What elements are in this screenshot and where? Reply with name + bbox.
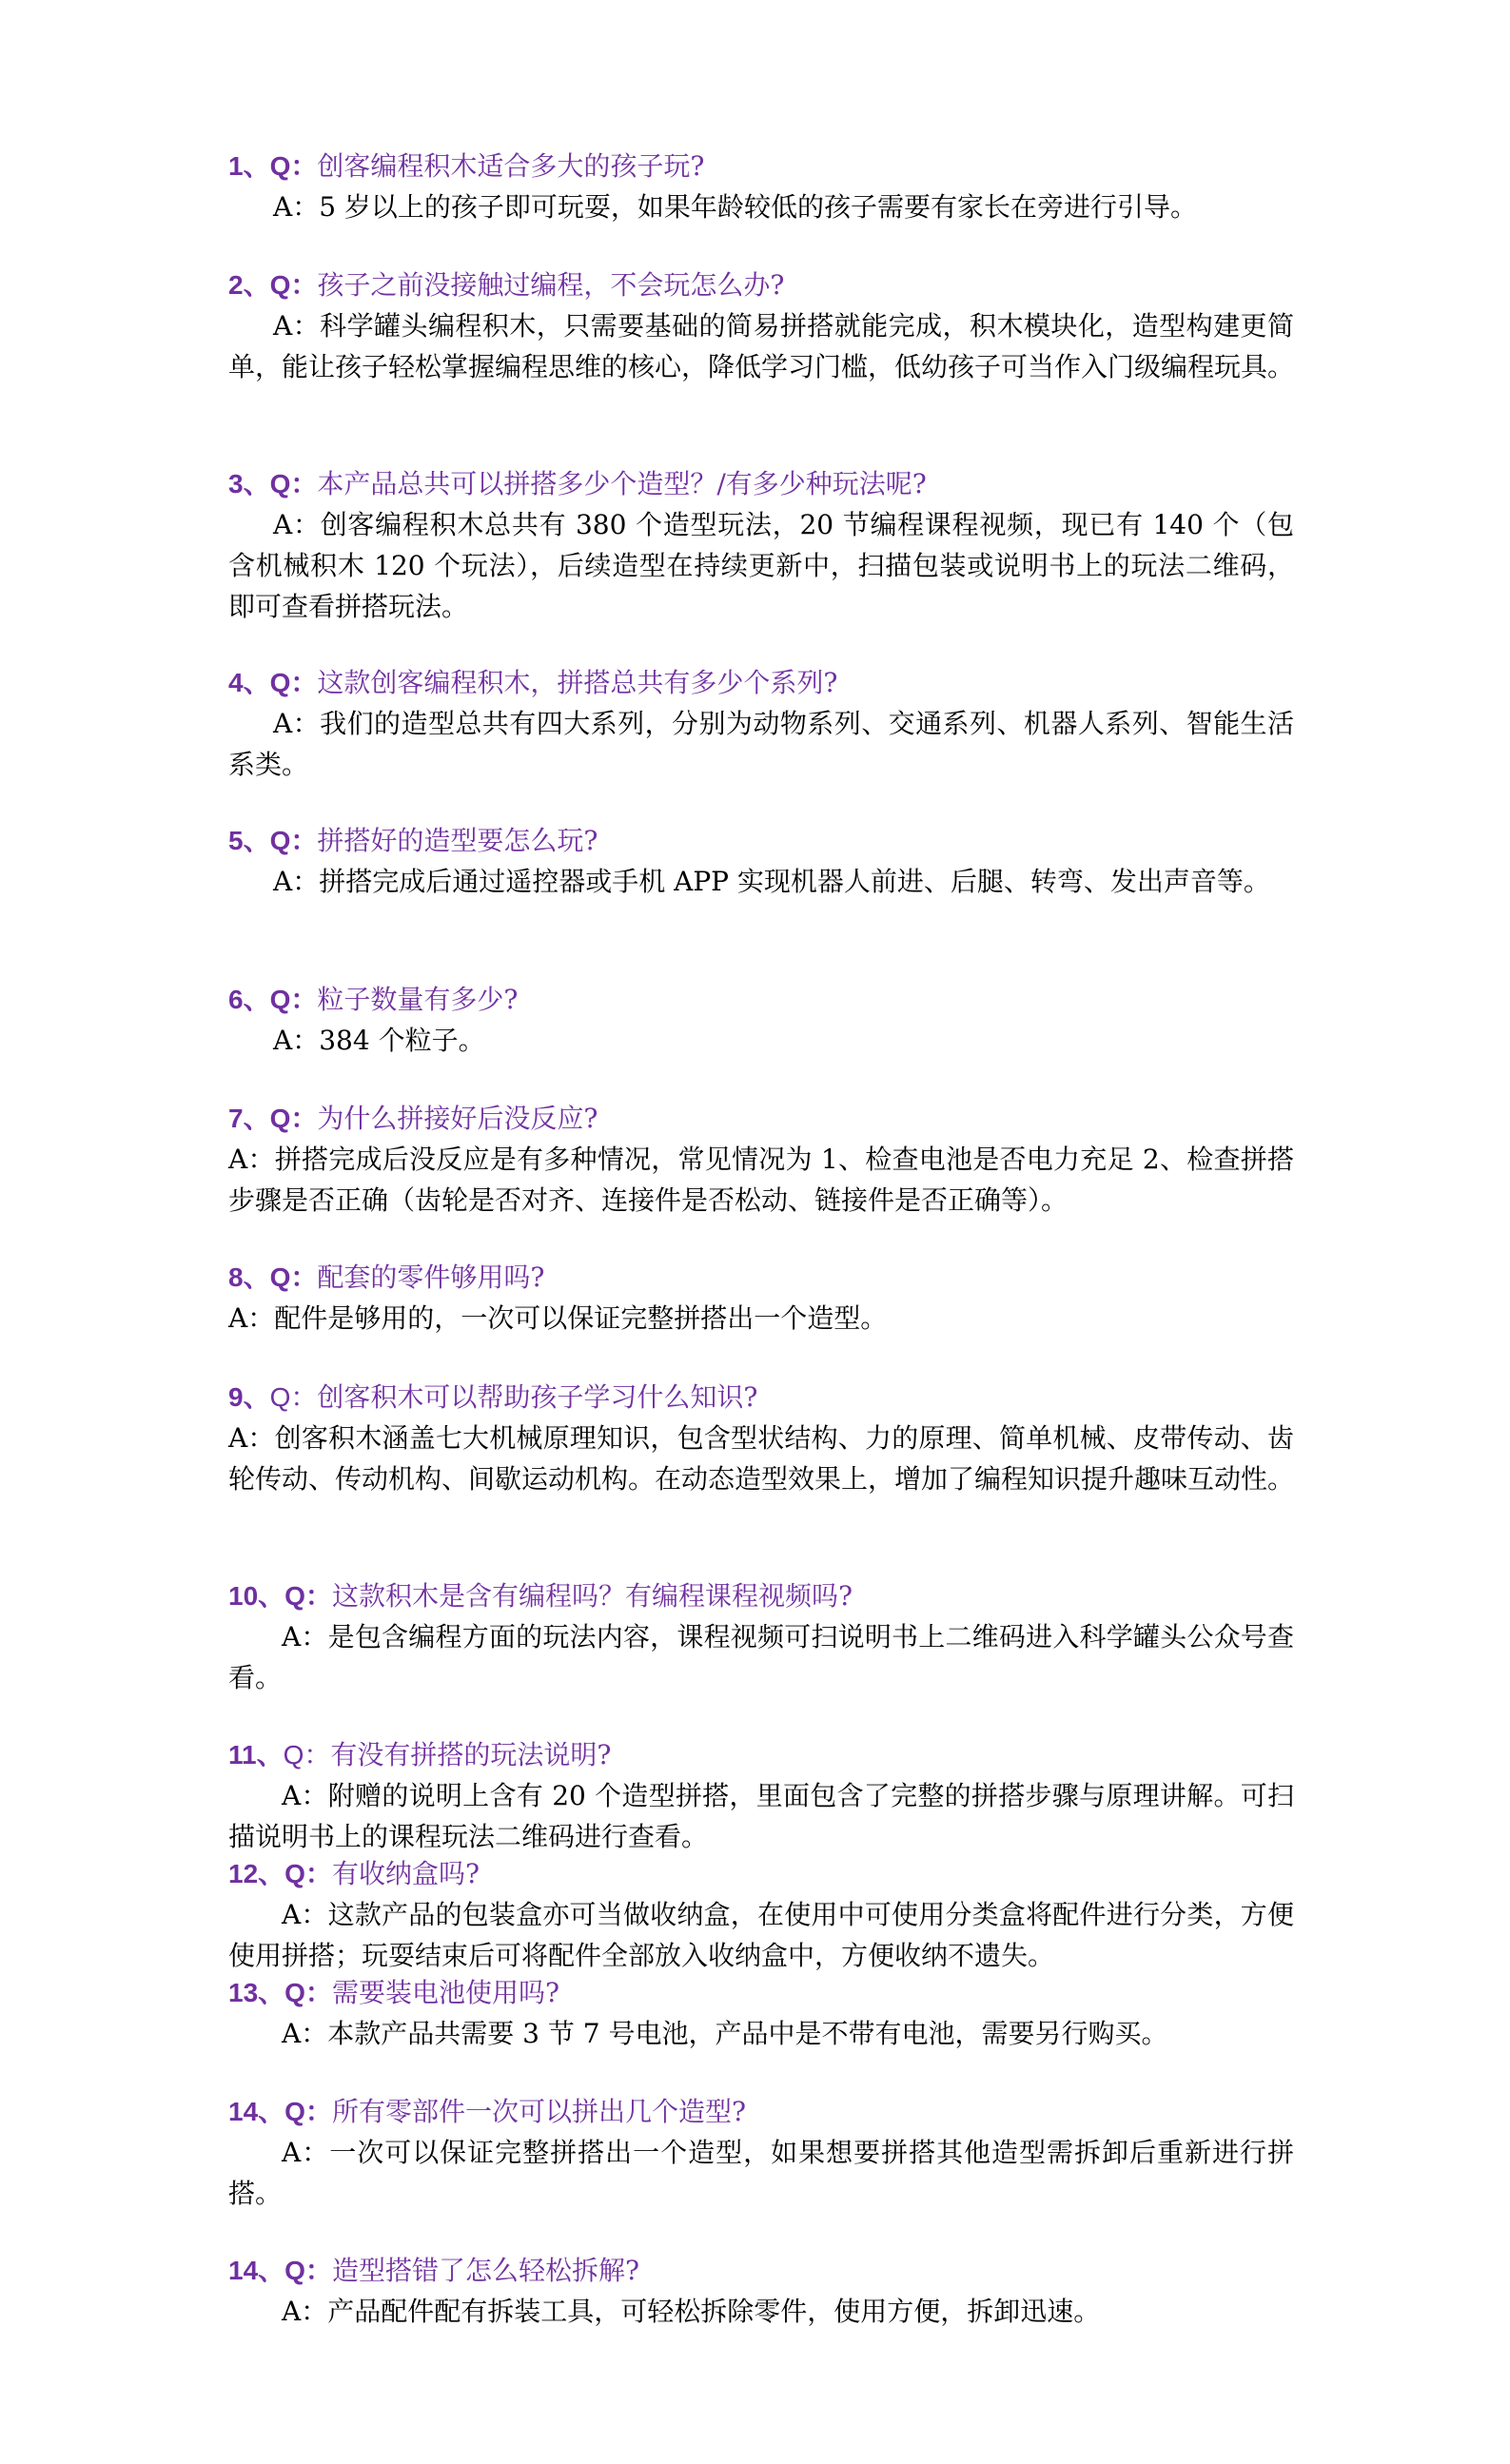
question-number: 14、 <box>228 2097 285 2126</box>
faq-question <box>228 821 1294 861</box>
question-number: 4、 <box>228 668 270 697</box>
faq-answer: A：配件是够用的，一次可以保证完整拼搭出一个造型。 <box>228 1302 888 1334</box>
question-mark: Q： <box>284 1859 332 1888</box>
question-text: 本产品总共可以拼搭多少个造型？/有多少种玩法呢? <box>317 468 927 499</box>
question-number: 8、 <box>228 1262 270 1292</box>
faq-answer: A：创客编程积木总共有 380 个造型玩法，20 节编程课程视频，现已有 140 个（包含机械积木 120 个玩法），后续造型在持续更新中，扫描包装或说明书上的玩法二维码，即可查看拼搭玩法。 <box>228 509 1294 622</box>
faq-item <box>228 821 1294 902</box>
faq-question <box>228 1258 1294 1298</box>
question-number: 12、 <box>228 1859 285 1888</box>
question-text: 这款创客编程积木，拼搭总共有多少个系列? <box>317 667 838 698</box>
faq-item <box>228 1973 1294 2054</box>
faq-item <box>228 147 1294 227</box>
faq-question <box>228 1735 1294 1775</box>
faq-answer: A：是包含编程方面的玩法内容，课程视频可扫说明书上二维码进入科学罐头公众号查看。 <box>228 1621 1294 1693</box>
question-text: 造型搭错了怎么轻松拆解? <box>331 2255 639 2286</box>
question-text: 拼搭好的造型要怎么玩? <box>317 825 598 856</box>
question-mark: Q： <box>284 2097 332 2126</box>
faq-answer: A：创客积木涵盖七大机械原理知识，包含型状结构、力的原理、简单机械、皮带传动、齿轮传动、传动机构、间歇运动机构。在动态造型效果上，增加了编程知识提升趣味互动性。 <box>228 1422 1295 1495</box>
question-text: 需要装电池使用吗? <box>331 1977 559 2008</box>
faq-item <box>228 1378 1294 1499</box>
faq-item <box>228 1576 1294 1698</box>
faq-item <box>228 980 1294 1061</box>
question-number: 3、 <box>228 469 270 499</box>
faq-question <box>228 1576 1294 1616</box>
faq-answer: A：384 个粒子。 <box>273 1025 485 1056</box>
faq-answer: A：科学罐头编程积木，只需要基础的简易拼搭就能完成，积木模块化，造型构建更简单，能让孩子轻松掌握编程思维的核心，降低学习门槛，低幼孩子可当作入门级编程玩具。 <box>228 310 1295 382</box>
faq-item <box>228 2251 1294 2332</box>
question-mark: Q： <box>269 1104 318 1133</box>
faq-item <box>228 464 1294 627</box>
question-mark: Q： <box>284 2256 332 2285</box>
faq-answer: A：拼搭完成后没反应是有多种情况，常见情况为 1、检查电池是否电力充足 2、检查拼搭步骤是否正确（齿轮是否对齐、连接件是否松动、链接件是否正确等）。 <box>228 1144 1294 1216</box>
faq-question <box>228 663 1294 703</box>
faq-question <box>228 265 1294 305</box>
question-mark: Q： <box>269 469 318 499</box>
faq-answer: A：产品配件配有拆装工具，可轻松拆除零件，使用方便，拆卸迅速。 <box>282 2296 1101 2327</box>
question-number: 13、 <box>228 1978 285 2007</box>
question-number: 6、 <box>228 985 270 1014</box>
question-mark: Q： <box>269 270 318 300</box>
question-mark: Q： <box>283 1740 331 1770</box>
question-mark: Q： <box>269 1262 318 1292</box>
faq-answer: A：5 岁以上的孩子即可玩耍，如果年龄较低的孩子需要有家长在旁进行引导。 <box>273 191 1197 223</box>
question-number: 2、 <box>228 270 270 300</box>
faq-question <box>228 147 1294 186</box>
faq-item <box>228 265 1294 387</box>
question-mark: Q： <box>269 151 318 181</box>
question-mark: Q： <box>269 826 318 855</box>
faq-answer: A：我们的造型总共有四大系列，分别为动物系列、交通系列、机器人系列、智能生活系类。 <box>228 708 1294 780</box>
faq-question <box>228 1378 1294 1418</box>
faq-item <box>228 1854 1294 1976</box>
faq-answer: A：本款产品共需要 3 节 7 号电池，产品中是不带有电池，需要另行购买。 <box>282 2018 1168 2049</box>
faq-answer: A：拼搭完成后通过遥控器或手机 APP 实现机器人前进、后腿、转弯、发出声音等。 <box>273 866 1270 897</box>
faq-question <box>228 2251 1294 2291</box>
faq-question <box>228 1099 1294 1139</box>
faq-item <box>228 663 1294 785</box>
faq-answer: A：这款产品的包装盒亦可当做收纳盒，在使用中可使用分类盒将配件进行分类，方便使用拼搭；玩耍结束后可将配件全部放入收纳盒中，方便收纳不遗失。 <box>228 1899 1294 1971</box>
faq-answer: A：附赠的说明上含有 20 个造型拼搭，里面包含了完整的拼搭步骤与原理讲解。可扫描说明书上的课程玩法二维码进行查看。 <box>228 1780 1294 1852</box>
question-mark: Q： <box>269 1382 318 1412</box>
question-number: 10、 <box>228 1581 285 1611</box>
question-text: 粒子数量有多少? <box>317 984 519 1015</box>
faq-question <box>228 1973 1294 2013</box>
faq-item <box>228 1258 1294 1339</box>
question-number: 9、 <box>228 1382 270 1412</box>
faq-question <box>228 1854 1294 1894</box>
question-text: 创客编程积木适合多大的孩子玩? <box>317 150 705 182</box>
question-number: 7、 <box>228 1104 270 1133</box>
question-mark: Q： <box>269 668 318 697</box>
question-number: 5、 <box>228 826 270 855</box>
question-number: 11、 <box>228 1740 284 1770</box>
faq-question <box>228 2092 1294 2132</box>
faq-item <box>228 1099 1294 1221</box>
faq-item <box>228 2092 1294 2214</box>
faq-item <box>228 1735 1294 1857</box>
question-mark: Q： <box>284 1581 332 1611</box>
faq-answer: A：一次可以保证完整拼搭出一个造型，如果想要拼搭其他造型需拆卸后重新进行拼搭。 <box>228 2137 1294 2209</box>
question-text: 孩子之前没接触过编程，不会玩怎么办? <box>317 269 785 301</box>
faq-question <box>228 464 1294 504</box>
question-mark: Q： <box>269 985 318 1014</box>
question-text: 为什么拼接好后没反应? <box>317 1103 598 1134</box>
question-number: 14、 <box>228 2256 285 2285</box>
question-text: 这款积木是含有编程吗？有编程课程视频吗? <box>331 1580 853 1612</box>
question-text: 配套的零件够用吗? <box>317 1261 545 1293</box>
question-text: 创客积木可以帮助孩子学习什么知识? <box>317 1381 758 1413</box>
question-text: 有没有拼搭的玩法说明? <box>330 1739 612 1770</box>
faq-question <box>228 980 1294 1020</box>
question-number: 1、 <box>228 151 270 181</box>
question-text: 有收纳盒吗? <box>331 1858 480 1889</box>
question-mark: Q： <box>284 1978 332 2007</box>
question-text: 所有零部件一次可以拼出几个造型? <box>331 2096 746 2127</box>
